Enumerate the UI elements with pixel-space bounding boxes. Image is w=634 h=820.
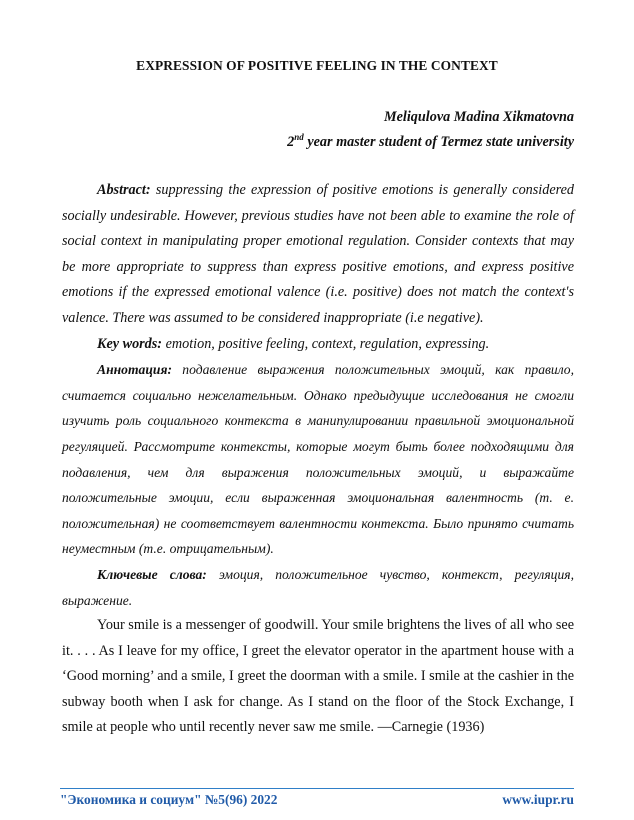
annotation-ru-label: Аннотация:: [97, 362, 172, 378]
quote-paragraph: Your smile is a messenger of goodwill. Your smile brightens the lives of all who see it. . . . As I leave for my office, I greet the elevator operator in the apartment house with a ‘Good morning’ and a smile, I greet the doorman with a smile. I smile at the cashier in the subway booth when I ask for change. As I stand on the floor of the Stock Exchange, I smile at people who until recently never saw me smile. —Carnegie (1936): [62, 617, 574, 736]
keywords-label: Key words:: [97, 335, 163, 352]
affiliation-text: year master student of Termez state university: [303, 134, 574, 150]
footer-divider: [60, 788, 574, 789]
footer-journal: "Экономика и социум" №5(96) 2022: [60, 792, 278, 807]
annotation-ru-text: подавление выражения положительных эмоций, как правило, считается социально нежелательным. Однако предыдущие исследования не смогли изучить роль социального контекста в манипулировании правильной эмоциональной регуляцией. Рассмотрите контексты, которые могут быть более подходящими для подавления, чем для выражения положительных эмоций, и выражайте положительные эмоции, если выраженная эмоциональная валентность (т. е. положительная) не соответствует валентности контекста. Было принято считать неуместным (т.е. отрицательным).: [62, 362, 574, 557]
keywords-ru-label: Ключевые слова:: [97, 566, 207, 582]
author-name: Meliqulova Madina Xikmatovna: [384, 109, 574, 125]
abstract-text: suppressing the expression of positive emotions is generally considered socially undesirable. However, previous studies have not been able to examine the role of social context in manipulating proper emotional regulation. Consider contexts that may be more appropriate to suppress than express positive emotions, and express positive emotions if the expressed emotional valence (i.e. positive) does not match the context's valence. There was assumed to be considered inappropriate (i.e negative).: [62, 182, 574, 326]
affiliation-superscript: nd: [294, 132, 304, 142]
keywords-ru-text: эмоция, положительное чувство, контекст, регуляция, выражение.: [62, 566, 574, 608]
keywords-paragraph: [62, 332, 574, 358]
keywords-text: emotion, positive feeling, context, regulation, expressing.: [162, 335, 490, 352]
annotation-ru-paragraph: [62, 357, 574, 562]
footer-url[interactable]: www.iupr.ru: [502, 792, 574, 807]
abstract-paragraph: [62, 178, 574, 332]
keywords-ru-paragraph: [62, 562, 574, 613]
affiliation-ordinal: 2: [287, 134, 295, 150]
author-affiliation: [287, 134, 574, 151]
paper-title: EXPRESSION OF POSITIVE FEELING IN THE CONTEXT: [136, 58, 498, 73]
abstract-label: Abstract:: [97, 182, 151, 198]
paper-body: [62, 178, 574, 741]
